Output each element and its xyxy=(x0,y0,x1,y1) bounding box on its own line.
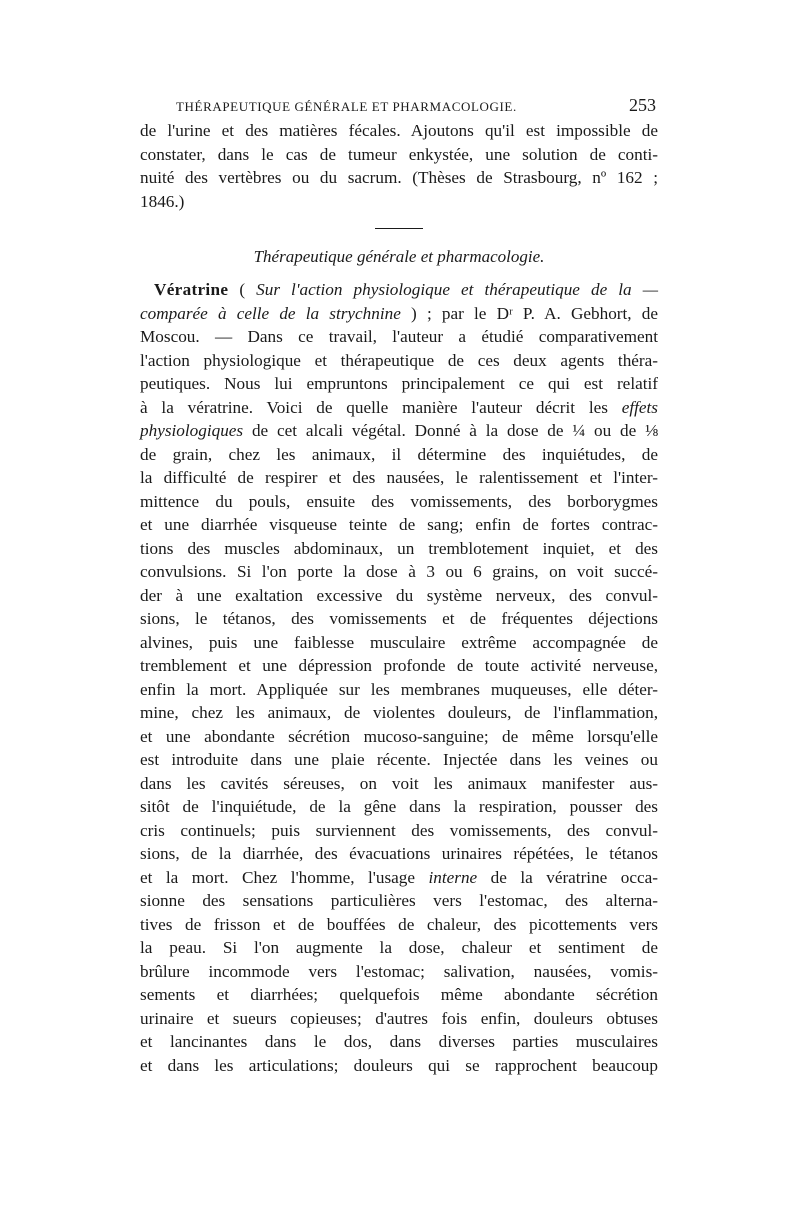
text-line: constater, dans le cas de tumeur enkystée, une solution de conti- xyxy=(140,144,658,164)
text-line: est introduite dans une plaie récente. Injectée dans les veines ou xyxy=(140,750,658,769)
text-line: urinaire et sueurs copieuses; d'autres fois enfin, douleurs obtuses xyxy=(140,1008,658,1028)
text-line: et lancinantes dans le dos, dans diverses parties musculaires xyxy=(140,1032,658,1051)
text-line: peutiques. Nous lui empruntons principalement ce qui est relatif xyxy=(140,374,658,393)
text-line: sions, le tétanos, des vomissements et de fréquentes déjections xyxy=(140,609,658,628)
text-line: Moscou. — Dans ce travail, l'auteur a étudié comparativement xyxy=(140,327,658,346)
article-title-italic: Sur l'action physiologique et thérapeutique de la — xyxy=(256,280,658,299)
article-title-italic: comparée à celle de la strychnine xyxy=(140,303,401,323)
text-line: la difficulté de respirer et des nausées, le ralentissement et l'inter- xyxy=(140,468,658,487)
article-lead-word: Vératrine xyxy=(154,280,229,299)
running-header-title: THÉRAPEUTIQUE GÉNÉRALE ET PHARMACOLOGIE. xyxy=(176,99,517,114)
article-paragraph xyxy=(140,278,658,1077)
text-line: physiologiques de cet alcali végétal. Donné à la dose de ¼ ou de ⅛ xyxy=(140,421,658,440)
page xyxy=(140,95,658,1077)
text-line: cris continuels; puis surviennent des vomissements, des convul- xyxy=(140,820,658,840)
section-divider xyxy=(375,228,423,229)
text-line: enfin la mort. Appliquée sur les membranes muqueuses, elle déter- xyxy=(140,679,658,699)
running-header xyxy=(140,95,658,119)
text-line: 1846.) xyxy=(140,191,185,211)
text-line: sionne des sensations particulières vers l'estomac, des alterna- xyxy=(140,891,658,910)
text-line: alvines, puis une faiblesse musculaire extrême accompagnée de xyxy=(140,632,658,652)
text-line: nuité des vertèbres ou du sacrum. (Thèses de Strasbourg, nº 162 ; xyxy=(140,168,658,187)
text-line: tremblement et une dépression profonde de toute activité nerveuse, xyxy=(140,656,658,675)
text-line: tions des muscles abdominaux, un tremblotement inquiet, et des xyxy=(140,538,658,558)
text-line: à la vératrine. Voici de quelle manière l'auteur décrit les effets xyxy=(140,397,658,417)
text-line: de l'urine et des matières fécales. Ajoutons qu'il est impossible de xyxy=(140,121,658,140)
text-line: mine, chez les animaux, de violentes douleurs, de l'inflammation, xyxy=(140,703,658,722)
text-line: et une abondante sécrétion mucoso-sanguine; de même lorsqu'elle xyxy=(140,726,658,746)
text-line: tives de frisson et de bouffées de chaleur, des picottements vers xyxy=(140,914,658,934)
section-title: Thérapeutique générale et pharmacologie. xyxy=(253,247,545,266)
page-number: 253 xyxy=(629,95,656,115)
text-line: et dans les articulations; douleurs qui se rapprochent beaucoup xyxy=(140,1055,658,1075)
text-line: sitôt de l'inquiétude, de la gêne dans la respiration, pousser des xyxy=(140,797,658,816)
text-line: et une diarrhée visqueuse teinte de sang; enfin de fortes contrac- xyxy=(140,515,658,534)
text-line: sions, de la diarrhée, des évacuations urinaires répétées, le tétanos xyxy=(140,844,658,863)
text-line: dans les cavités séreuses, on voit les animaux manifester aus- xyxy=(140,773,658,793)
text-line: sements et diarrhées; quelquefois même abondante sécrétion xyxy=(140,985,658,1004)
text-line: comparée à celle de la strychnine ) ; par le Dʳ P. A. Gebhort, de xyxy=(140,303,658,323)
text-line: de grain, chez les animaux, il détermine des inquiétudes, de xyxy=(140,444,658,464)
intro-paragraph xyxy=(140,119,658,213)
text-line: la peau. Si l'on augmente la dose, chaleur et sentiment de xyxy=(140,938,658,957)
text-line: der à une exaltation excessive du système nerveux, des convul- xyxy=(140,585,658,605)
text-line: l'action physiologique et thérapeutique de ces deux agents théra- xyxy=(140,350,658,370)
text-line: Vératrine ( Sur l'action physiologique et thérapeutique de la — xyxy=(154,280,658,299)
text-line: convulsions. Si l'on porte la dose à 3 ou 6 grains, on voit succé- xyxy=(140,562,658,581)
text-line: brûlure incommode vers l'estomac; salivation, nausées, vomis- xyxy=(140,961,658,981)
text-line: mittence du pouls, ensuite des vomissements, des borborygmes xyxy=(140,491,658,511)
text-line: et la mort. Chez l'homme, l'usage interne de la vératrine occa- xyxy=(140,867,658,887)
